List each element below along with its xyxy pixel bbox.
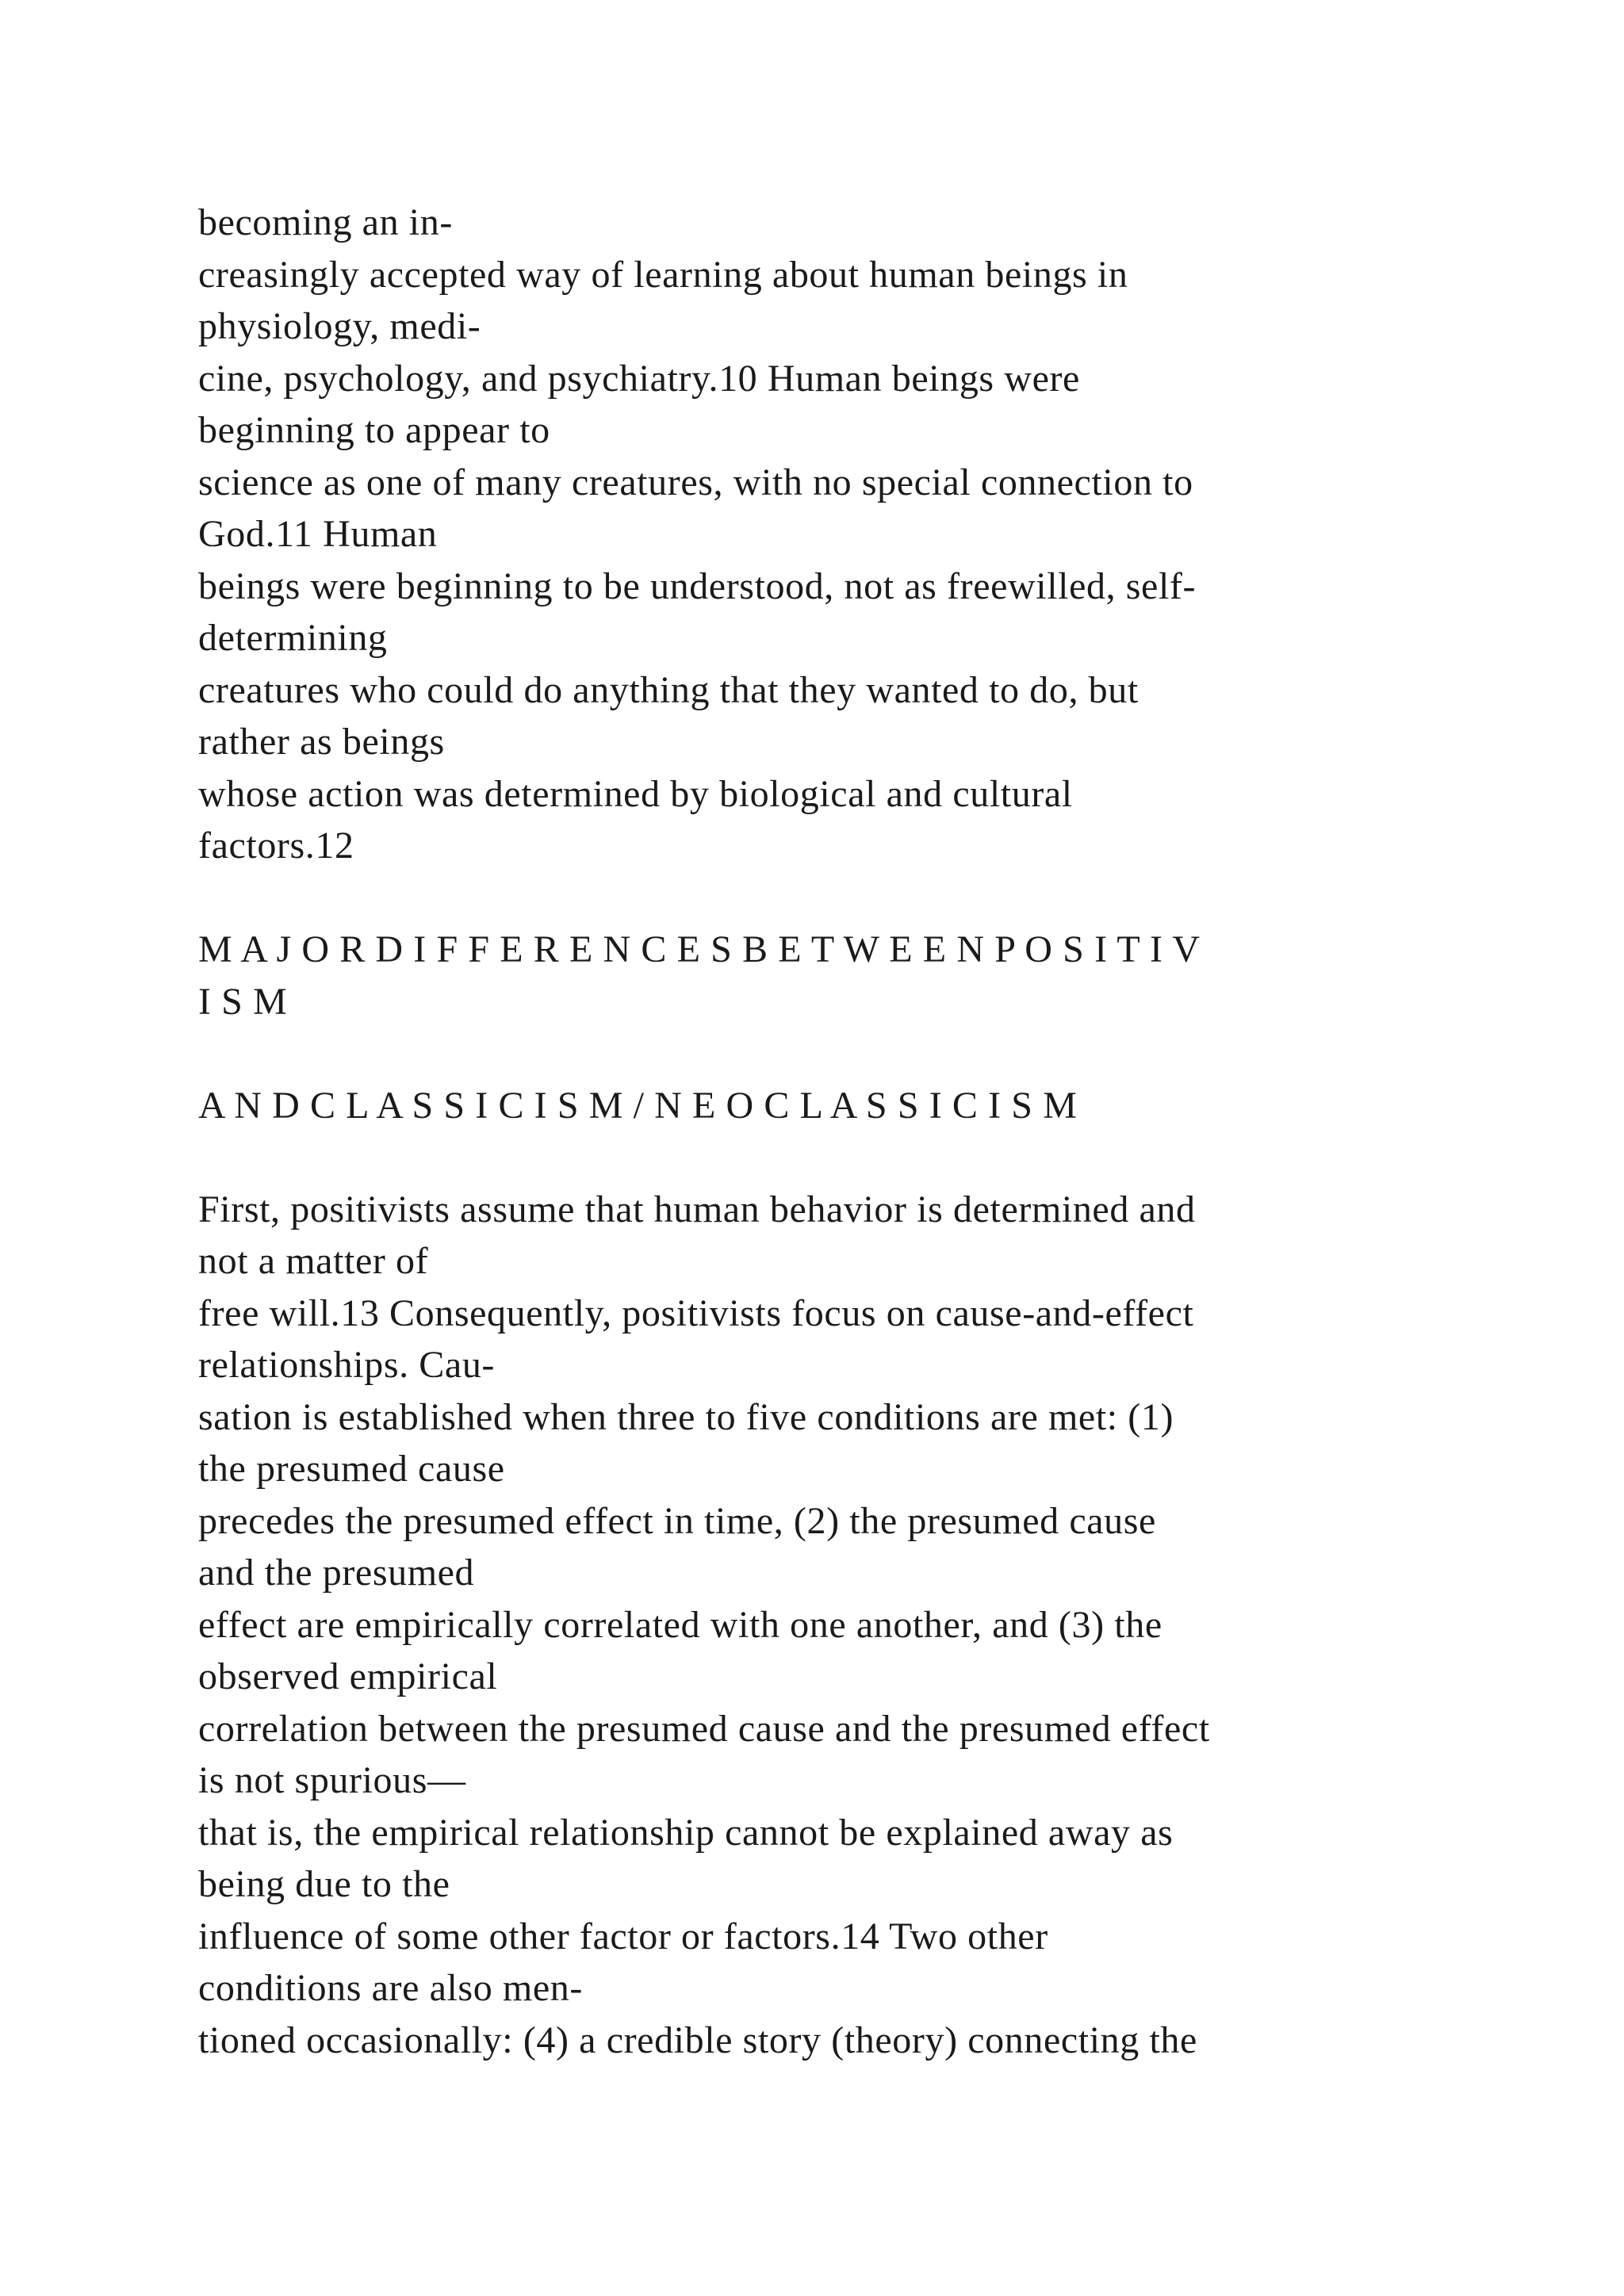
text-line: creasingly accepted way of learning about human beings in	[198, 253, 1128, 296]
text-line: precedes the presumed effect in time, (2) the presumed cause	[198, 1499, 1156, 1542]
text-line: relationships. Cau-	[198, 1344, 496, 1386]
paragraph-spacer	[198, 1131, 1499, 1184]
paragraph	[198, 197, 1499, 872]
text-line: physiology, medi-	[198, 305, 481, 347]
text-line: free will.13 Consequently, positivists focus on cause-and-effect	[198, 1292, 1194, 1334]
text-line: First, positivists assume that human behavior is determined and	[198, 1188, 1196, 1230]
paragraph	[198, 1184, 1499, 2067]
text-line: effect are empirically correlated with one another, and (3) the	[198, 1603, 1162, 1646]
text-line: the presumed cause	[198, 1448, 505, 1490]
text-line: sation is established when three to five conditions are met: (1)	[198, 1395, 1174, 1438]
text-line: creatures who could do anything that they wanted to do, but	[198, 668, 1139, 711]
text-line: and the presumed	[198, 1552, 475, 1594]
text-line: science as one of many creatures, with no special connection to	[198, 461, 1193, 503]
heading-line: M A J O R D I F F E R E N C E S B E T W E E N P O S I T I V	[198, 928, 1201, 970]
text-line: determining	[198, 617, 388, 659]
document-body	[198, 197, 1499, 2066]
heading-line: I S M	[198, 980, 288, 1023]
text-line: rather as beings	[198, 721, 445, 763]
text-line: cine, psychology, and psychiatry.10 Human beings were	[198, 357, 1080, 400]
text-line: becoming an in-	[198, 201, 453, 243]
text-line: tioned occasionally: (4) a credible story (theory) connecting the	[198, 2019, 1197, 2061]
text-line: beings were beginning to be understood, not as freewilled, self-	[198, 564, 1197, 607]
section-heading	[198, 1080, 1499, 1132]
text-line: whose action was determined by biological and cultural	[198, 772, 1073, 815]
paragraph-spacer	[198, 1027, 1499, 1080]
paragraph-spacer	[198, 872, 1499, 924]
text-line: influence of some other factor or factors.14 Two other	[198, 1915, 1048, 1957]
text-line: God.11 Human	[198, 513, 438, 555]
section-heading	[198, 924, 1499, 1027]
text-line: correlation between the presumed cause and the presumed effect	[198, 1707, 1210, 1750]
text-line: beginning to appear to	[198, 409, 550, 451]
text-line: that is, the empirical relationship cannot be explained away as	[198, 1811, 1174, 1854]
text-line: factors.12	[198, 825, 354, 867]
text-line: not a matter of	[198, 1240, 429, 1282]
heading-line: A N D C L A S S I C I S M / N E O C L A S S I C I S M	[198, 1084, 1078, 1127]
text-line: being due to the	[198, 1863, 450, 1905]
text-line: conditions are also men-	[198, 1967, 583, 2009]
text-line: is not spurious—	[198, 1759, 466, 1801]
text-line: observed empirical	[198, 1655, 498, 1697]
